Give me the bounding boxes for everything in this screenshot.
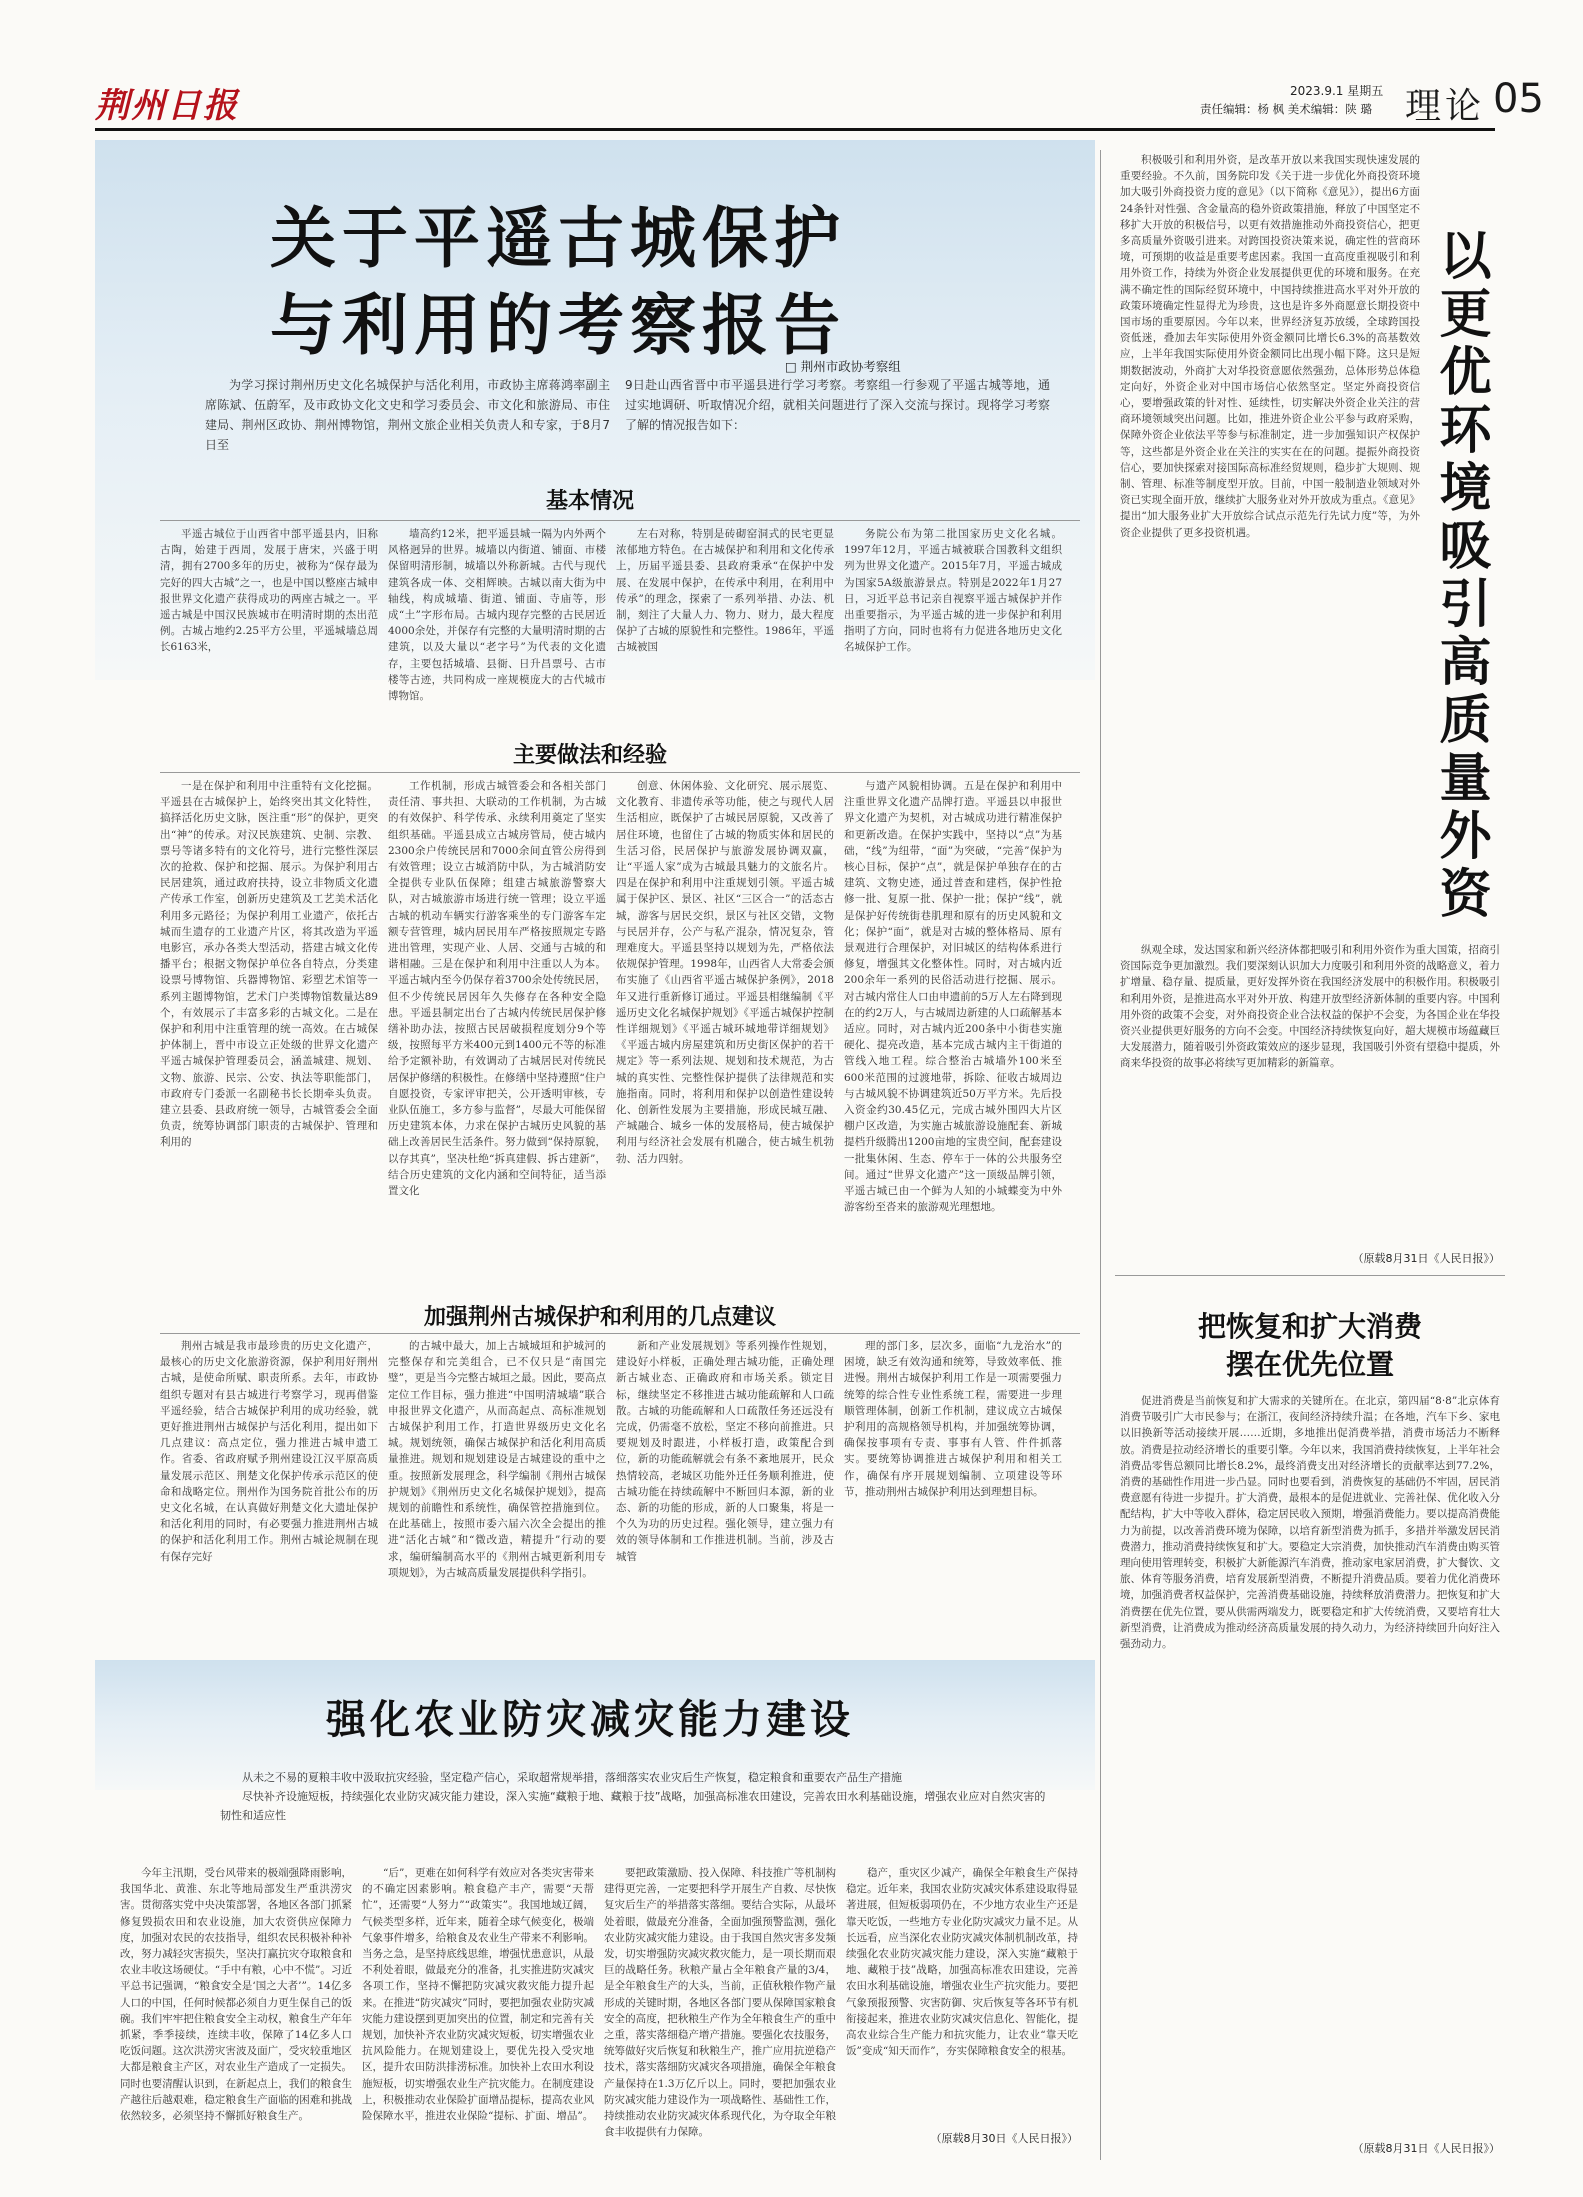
report-intro-right: 9日赴山西省晋中市平遥县进行学习考察。考察组一行参观了平遥古城等地，通过实地调研、听取情况介绍，就相关问题进行了深入交流与探讨。现将学习考察了解的情况报告如下： [625,378,1050,432]
basic-col-3: 左右对称，特别是砖砌窑洞式的民宅更显浓郁地方特色。在古城保护和利用和文化传承上，历届平遥县委、县政府秉承“在保护中发展、在发展中保护，在传承中利用，在利用中传承”的理念，探索了一系列举措、办法、机制，刻注了大量人力、物力、财力，最大程度保护了古城的原貌性和完整性。1986年，平遥古城被国 [616,528,834,654]
basic-col-1: 平遥古城位于山西省中部平遥县内，旧称古陶，始建于西周，发展于唐宋，兴盛于明清，拥有2700多年的历史，被称为“保存最为完好的四大古城”之一，也是中国以整座古城申报世界文化遗产获得成功的两座古城之一。平遥古城是中国汉民族城市在明清时期的杰出范例。古城占地约2.25平方公里，平遥城墙总周长6163米， [160,528,378,654]
newspaper-logo: 荆州日报 [95,86,239,126]
foreign-col-2: 纵观全球，发达国家和新兴经济体都把吸引和利用外资作为重大国策，招商引资国际竞争更加激烈。我们要深刻认识加大力度吸引和利用外资的战略意义，着力扩增量、稳存量、提质量，更好发挥外资在我国经济发展中的积极作用。积极吸引和利用外资，是推进高水平对外开放、构建开放型经济新体制的重要内容。中国利用外资的政策不会变，对外商投资企业合法权益的保护不会变，为各国企业在华投资兴业提供更好服务的方向不会变。中国经济持续恢复向好，超大规模市场蕴藏巨大发展潜力，随着吸引外资政策效应的逐步显现，我国吸引外资有望稳中提质，外商来华投资的故事必将续写更加精彩的新篇章。 [1120,944,1500,1070]
divider [1115,1275,1505,1276]
issue-date: 2023.9.1 星期五 [1290,84,1384,98]
suggestions-col-4: 理的部门多，层次多，面临“九龙治水”的困境，缺乏有效沟通和统筹，导致效率低、推进慢。荆州古城保护利用工作是一项需要强力统筹的综合性专业性系统工程，需要进一步理顺管理体制，创新工作机制，建议成立古城保护利用的高规格领导机构，并加强统筹协调，确保按事项有专责、事事有人管、件件抓落实。要统筹协调推进古城保护利用和相关工作，确保有序开展规划编制、立项建设等环节，推动荆州古城保护利用达到理想目标。 [844,1340,1062,1498]
heading-basic-situation: 基本情况 [545,488,634,514]
report-title-line1: 关于平遥古城保护 [270,200,846,277]
agri-summary: 从未之不易的夏粮丰收中汲取抗灾经验，坚定稳产信心，采取超常规举措，落细落实农业灾后生产恢复，稳定粮食和重要农产品生产措施 尽快补齐设施短板，持续强化农业防灾减灾能力建设，深入实施“藏粮于地、藏粮于技”战略，加强高标准农田建设，完善农田水利基础设施，增强农业应对自然灾害的韧性和适应性 [220,1771,1046,1822]
editors-line: 责任编辑：杨 枫 美术编辑：陕 璐 [1200,102,1372,116]
consume-source: （原载8月31日《人民日报》） [1352,2142,1500,2155]
suggestions-col-3: 新和产业发展规划》等系列操作性规划，建设好小样板，正确处理古城功能，正确处理新古城业态、正确政府和市场关系。锁定目标，继续坚定不移推进古城功能疏解和人口疏散。古城的功能疏解和人口疏散任务还远没有完成，仍需毫不放松，坚定不移向前推进。只要规划及时跟进，小样板打造，政策配合到位，新的功能疏解就会有条不紊地展开，民众热情较高，老城区功能外迁任务顺利推进，使古城功能在持续疏解中不断回归本源，新的业态、新的功能的形成，新的人口聚集，将是一个久为功的历史过程。强化领导，建立强力有效的领导体制和工作推进机制。当前，涉及古城管 [616,1340,834,1563]
suggestions-col-1: 荆州古城是我市最珍贵的历史文化遗产，最核心的历史文化旅游资源，保护利用好荆州古城，是使命所赋、职责所系。去年，市政协组织专题对有县古城进行考察学习，现再借鉴平遥经验，结合古城保护利用的成功经验，就更好推进荆州古城保护与活化利用，提出如下几点建议：高点定位，强力推进古城申遗工作。省委、省政府赋予荆州建设江汉平原高质量发展示范区、荆楚文化保护传承示范区的使命和战略定位。荆州作为国务院首批公布的历史文化名城，在认真做好荆楚文化大遗址保护和活化利用的同时，有必要强力推进荆州古城的保护和活化利用工作。荆州古城论规制在现有保存完好 [160,1340,378,1563]
divider [160,1333,1080,1334]
measures-col-2: 工作机制，形成古城管委会和各相关部门责任清、事共担、大联动的工作机制，为古城的有效保护、科学传承、永续利用奠定了坚实组织基础。平遥县成立古城房管局，使古城内2300余户传统民居和7000余间直管公房得到有效管理；设立古城消防中队，为古城消防安全提供专业队伍保障；组建古城旅游警察大队，对古城旅游市场进行统一管理；设立平遥古城的机动车辆实行游客乘坐的专门游客车定额专营管理，城内居民用车严格按照规定专路进出管理，实现产业、人居、交通与古城的和谐相融。三是在保护和利用中注重以人为本。平遥古城内至今仍保存着3700余处传统民居，但不少传统民居因年久失修存在各种安全隐患。平遥县制定出台了古城内传统民居保护修缮补助办法，按照古民居破损程度划分9个等级，按照每平方米400元到1400元不等的标准给予定额补助，有效调动了古城居民对传统民居保护修缮的积极性。在修缮中坚持遵照“住户自愿投资，专家评审把关，公开透明审核，专业队伍施工，多方参与监督”，尽最大可能保留历史建筑本体，力求在保护古城历史风貌的基础上改善居民生活条件。努力做到“保持原貌，以存其真”，坚决杜绝“拆真建假、拆古建新”，结合历史建筑的文化内涵和空间特征，适当添置文化 [388,780,606,1198]
consume-title-line2: 摆在优先位置 [1225,1348,1394,1381]
foreign-title-text: 以更优环境吸引高质量外资 [1430,228,1491,924]
report-byline: □ 荆州市政协考察组 [785,359,901,374]
heading-main-practices: 主要做法和经验 [512,742,667,768]
report-intro-left: 为学习探讨荆州历史文化名城保护与活化利用，市政协主席蒋鸿率副主席陈斌、伍蔚军，及市政协文化文史和学习委员会、市文化和旅游局、市住建局、荆州区政协、荆州博物馆，荆州文旅企业相关负责人和专家，于8月7日至 [205,378,610,452]
column-divider [1100,150,1101,2160]
masthead-rule [95,128,1495,131]
basic-col-4: 务院公布为第二批国家历史文化名城。1997年12月，平遥古城被联合国教科文组织列为世界文化遗产。2015年7月，平遥古城成为国家5A级旅游景点。特别是2022年1月27日，习近平总书记亲自视察平遥古城保护并作出重要指示，为平遥古城的进一步保护和利用指明了方向，同时也将有力促进各地历史文化名城保护工作。 [844,528,1062,654]
masthead [0,0,1583,135]
agri-source: （原载8月30日《人民日报》） [930,2132,1078,2145]
measures-col-4: 与遗产风貌相协调。五是在保护和利用中注重世界文化遗产品牌打造。平遥县以申报世界文化遗产为契机，对古城成功进行精准保护和更新改造。在保护实践中，坚持以“点”为基础，“线”为纽带，“面”为突破，“完善”保护为核心目标，保护“点”，就是保护单独存在的古建筑、文物史迹，通过普查和建档，保护性抢修一批、复原一批、保护一批；保护“线”，就是保护好传统街巷肌理和原有的历史风貌和文化；保护“面”，就是对古城的整体格局、原有景观进行合理保护，对旧城区的结构体系进行修复，增强其文化整体性。同时，对古城内近200余年一系列的民俗活动进行挖掘、展示。对古城内常住人口由申遗前的5万人左右降到现在的约2万人，与古城周边新建的人口疏解基本适应。同时，对古城内近200条中小街巷实施硬化、提亮改造，基本完成古城内主干街道的管线入地工程。综合整治古城墙外100米至600米范围的过渡地带，拆除、征收古城周边与古城风貌不协调建筑近50万平方米。先后投入资金约30.45亿元，完成古城外围四大片区棚户区改造，为实施古城旅游设施配套、新城提档升级腾出1200亩地的宝贵空间，配套建设一批集休闲、生态、停车于一体的公共服务空间。通过“世界文化遗产”这一顶级品牌引领，平遥古城已由一个鲜为人知的小城蝶变为中外游客纷至沓来的旅游观光理想地。 [844,780,1062,1214]
agri-col-3: 要把政策激励、投入保障、科技推广等机制构建得更完善，一定要把科学开展生产自救、尽快恢复灾后生产的举措落实落细。要结合实际，从最坏处着眼，做最充分准备，全面加强预警监测，强化农业防灾减灾能力建设。由于我国自然灾害多发频发，切实增强防灾减灾救灾能力，是一项长期而艰巨的战略任务。秋粮产量占全年粮食产量的3/4，是全年粮食生产的大头，当前，正值秋粮作物产量形成的关键时期，各地区各部门要从保障国家粮食安全的高度，把秋粮生产作为全年粮食生产的重中之重，落实落细稳产增产措施。要强化农技服务，统筹做好灾后恢复和秋粮生产，推广应用抗逆稳产技术，落实落细防灾减灾各项措施，确保全年粮食产量保持在1.3万亿斤以上。同时，要把加强农业防灾减灾能力建设作为一项战略性、基础性工作，持续推动农业防灾减灾体系现代化，为夺取全年粮食丰收提供有力保障。 [604,1867,836,2139]
section-name: 理论 [1405,86,1486,127]
basic-col-2: 墙高约12米，把平遥县城一隔为内外两个风格迥异的世界。城墙以内街道、铺面、市楼保留明清形制，城墙以外称新城。古代与现代建筑各成一体、交相辉映。古城以南大街为中轴线，构成城墙、街道、铺面、寺庙等，形成“土”字形布局。古城内现存完整的古民居近4000余处，并保存有完整的大量明清时期的古建筑，以及大量以“老字号”为代表的文化遗存，主要包括城墙、县衙、日升昌票号、古市楼等古迹，共同构成一座规模庞大的古代城市博物馆。 [388,528,606,703]
agri-col-1: 今年主汛期，受台风带来的极端强降雨影响，我国华北、黄淮、东北等地局部发生严重洪涝灾害。贯彻落实党中央决策部署，各地区各部门抓紧修复毁损农田和农业设施，加大农资供应保障力度，加强对农民的农技指导，组织农民积极补种补改，努力减轻灾害损失，坚决打赢抗灾夺取粮食和农业丰收这场硬仗。“手中有粮，心中不慌”。习近平总书记强调，“粮食安全是‘国之大者’”。14亿多人口的中国，任何时候都必须自力更生保自己的饭碗。我们牢牢把住粮食安全主动权，粮食生产年年抓紧，季季接续，连续丰收，保障了14亿多人口吃饭问题。这次洪涝灾害波及面广，受灾较重地区大都是粮食主产区，对农业生产造成了一定损失。同时也要清醒认识到，在新起点上，我们的粮食生产越往后越艰难，稳定粮食生产面临的困难和挑战依然较多，必须坚持不懈抓好粮食生产。 [120,1867,352,2123]
foreign-col-1: 积极吸引和利用外资，是改革开放以来我国实现快速发展的重要经验。不久前，国务院印发《关于进一步优化外商投资环境 加大吸引外商投资力度的意见》（以下简称《意见》），提出6方面24条针对性强、含金量高的稳外资政策措施，释放了中国坚定不移扩大开放的积极信号，以更有效措施推动外商投资信心，把更多高质量外资吸引进来。对跨国投资决策来说，确定性的营商环境，可预期的收益是重要考虑因素。我国一直高度重视吸引和利用外资工作，持续为外资企业发展提供更优的环境和服务。在充满不确定性的国际经贸环境中，中国持续推进高水平对外开放的政策环境确定性显得尤为珍贵，这也是许多外商愿意长期投资中国市场的重要原因。今年以来，世界经济复苏放缓，全球跨国投资低迷，叠加去年实际使用外资金额同比增长6.3%的高基数效应，上半年我国实际使用外资金额同比出现小幅下降。这只是短期数据波动，外商扩大对华投资意愿依然强劲，总体形势总体稳定向好，外资企业对中国市场信心依然坚定。坚定外商投资信心，要增强政策的针对性、延续性，切实解决外资企业关注的营商环境领域突出问题。比如，推进外资企业公平参与政府采购，保障外资企业依法平等参与标准制定，进一步加强知识产权保护等，这些都是外资企业在关注的实实在在的问题。提振外商投资信心，要加快探索对接国际高标准经贸规则，稳步扩大规则、规制、管理、标准等制度型开放。目前，中国一般制造业领域对外资已实现全面开放，继续扩大服务业对外开放成为重点。《意见》提出“加大服务业扩大开放综合试点示范先行先试力度”等，为外资企业提供了更多投资机遇。 [1120,154,1420,539]
divider [160,772,1080,773]
suggestions-col-2: 的古城中最大，加上古城城垣和护城河的完整保存和完美组合，已不仅只是“南国完璧”，更是当今完整古城垣之最。因此，要高点定位工作目标，强力推进“中国明清城墙”联合申报世界文化遗产，从而高起点、高标准规划古城保护利用工作，打造世界级历史文化名城。规划统领，确保古城保护和活化利用高质量推进。规划和规划建设是古城建设的重中之重。按照新发展理念，科学编制《荆州古城保护规划》《荆州历史文化名城保护规划》，提高规划的前瞻性和系统性，确保管控措施到位。在此基础上，按照市委六届六次全会提出的推进“活化古城”和“微改造，精提升”行动的要求，编研编制高水平的《荆州古城更新利用专项规划》，为古城高质量发展提供科学指引。 [388,1340,606,1579]
foreign-title [1428,228,1498,924]
measures-col-1: 一是在保护和利用中注重特有文化挖掘。平遥县在古城保护上，始终突出其文化特性，搞择活化历史文脉，医注重“形”的保护，更突出“神”的传承。对汉民族建筑、史制、宗教、票号等诸多特有的文化符号，进行完整性深层次的抢救、保护和挖掘、展示。为保护利用古民居建筑，通过政府扶持，设立非物质文化遗产传承工作室，创新历史建筑及工艺美术活化利用多元路径；为保护利用工业遗产，依托古城而生遗存的工业遗产片区，将其改造为平遥电影宫，承办各类大型活动，搭建古城文化传播平台；根据文物保护单位各自特点，分类建设票号博物馆、兵器博物馆、彩塑艺术馆等一系列主题博物馆，艺术门户类博物馆数量达89个，有效展示了丰富多彩的古城文化。二是在保护和利用中注重管理的统一高效。在古城保护体制上，晋中市设立正处级的世界文化遗产平遥古城保护管理委员会，涵盖城建、规划、文物、旅游、民宗、公安、执法等职能部门，市政府专门委派一名副秘书长长期牵头负责。建立县委、县政府统一领导，古城管委会全面负责，统筹协调部门职责的古城保护、管理和利用的 [160,780,378,1149]
consume-text: 促进消费是当前恢复和扩大需求的关键所在。在北京，第四届“8·8”北京体育消费节吸引广大市民参与；在浙江，夜间经济持续升温；在各地，汽车下乡、家电以旧换新等活动接续开展……近期，多地推出促消费举措，消费市场活力不断释放。消费是拉动经济增长的重要引擎。今年以来，我国消费持续恢复，上半年社会消费品零售总额同比增长8.2%，最终消费支出对经济增长的贡献率达到77.2%，消费的基础性作用进一步凸显。同时也要看到，消费恢复的基础仍不牢固，居民消费意愿有待进一步提升。扩大消费，最根本的是促进就业、完善社保、优化收入分配结构，扩大中等收入群体，稳定居民收入预期，增强消费能力。要以提高消费能力为前提，以改善消费环境为保障，以培育新型消费为抓手，多措并举激发居民消费潜力，推动消费持续恢复和扩大。要稳定大宗消费，加快推动汽车消费由购买管理向使用管理转变，积极扩大新能源汽车消费，推动家电家居消费，扩大餐饮、文旅、体育等服务消费，培育发展新型消费，不断提升消费品质。要着力优化消费环境，加强消费者权益保护，完善消费基础设施，持续释放消费潜力。把恢复和扩大消费摆在优先位置，要从供需两端发力，既要稳定和扩大传统消费，又要培育壮大新型消费，让消费成为推动经济高质量发展的持久动力，为经济持续回升向好注入强劲动力。 [1120,1395,1500,1651]
measures-col-3: 创意、休闲体验、文化研究、展示展览、文化教育、非遗传承等功能，使之与现代人居生活相应，既保护了古城民居原貌，又改善了居住环境，也留住了古城的物质实体和居民的生活习俗，民居保护与旅游发展协调双赢，让“平遥人家”成为古城最具魅力的文旅名片。四是在保护和利用中注重规划引领。平遥古城属于保护区、景区、社区“三区合一”的活态古城，游客与居民交织，景区与社区交错，文物与民居并存，公产与私产混杂，情况复杂，管理难度大。平遥县坚持以规划为先，严格依法依规保护管理。1998年，山西省人大常委会颁布实施了《山西省平遥古城保护条例》，2018年又进行重新修订通过。平遥县相继编制《平遥历史文化名城保护规划》《平遥古城保护控制性详细规划》《平遥古城环城地带详细规划》《平遥古城内房屋建筑和历史街区保护的若干规定》等一系列法规、规划和技术规范，为古城的真实性、完整性保护提供了法律规范和实施指南。同时，将利用和保护以创造性建设转化、创新性发展为主要措施，形成民城互融、产城融合、城乡一体的发展格局，使古城保护利用与经济社会发展有机融合，使古城生机勃勃、活力四射。 [616,780,834,1165]
heading-suggestions: 加强荆州古城保护和利用的几点建议 [423,1304,776,1330]
report-title-line2: 与利用的考察报告 [270,287,846,364]
agri-title: 强化农业防灾减灾能力建设 [326,1696,854,1743]
foreign-source: （原载8月31日《人民日报》） [1352,1252,1500,1265]
divider [160,520,1080,521]
consume-title-line1: 把恢复和扩大消费 [1197,1310,1422,1343]
page-number: 05 [1493,76,1544,122]
agri-col-2: “后”，更难在如何科学有效应对各类灾害带来的不确定因素影响。粮食稳产丰产，需要“天帮忙”，还需要“人努力”“政策实”。我国地域辽阔，气候类型多样，近年来，随着全球气候变化，极端气象事件增多，给粮食及农业生产带来不利影响。当务之急，是坚持底线思维，增强忧患意识，从最不利处着眼，做最充分的准备，扎实推进防灾减灾各项工作，坚持不懈把防灾减灾救灾能力提升起来。在推进“防灾减灾”同时，要把加强农业防灾减灾能力建设摆到更加突出的位置，制定和完善有关规划，加快补齐农业防灾减灾短板，切实增强农业抗风险能力。在规划建设上，要优先投入受灾地区，提升农田防洪排涝标准。加快补上农田水利设施短板，切实增强农业生产抗灾能力。在制度建设上，积极推动农业保险扩面增品提标，提高农业风险保障水平，推进农业保险“提标、扩面、增品”。 [362,1867,594,2123]
agri-col-4: 稳产，重灾区少减产，确保全年粮食生产保持稳定。近年来，我国农业防灾减灾体系建设取得显著进展，但短板弱项仍在，不少地方农业生产还是靠天吃饭，一些地方专业化防灾减灾力量不足。从长远看，应当深化农业防灾减灾体制机制改革，持续强化农业防灾减灾能力建设，深入实施“藏粮于地、藏粮于技”战略，加强高标准农田建设，完善农田水利基础设施，增强农业生产抗灾能力。要把气象预报预警、灾害防御、灾后恢复等各环节有机衔接起来，推进农业防灾减灾信息化、智能化，提高农业综合生产能力和抗灾能力，让农业“靠天吃饭”变成“知天而作”，夯实保障粮食安全的根基。 [846,1867,1078,2058]
